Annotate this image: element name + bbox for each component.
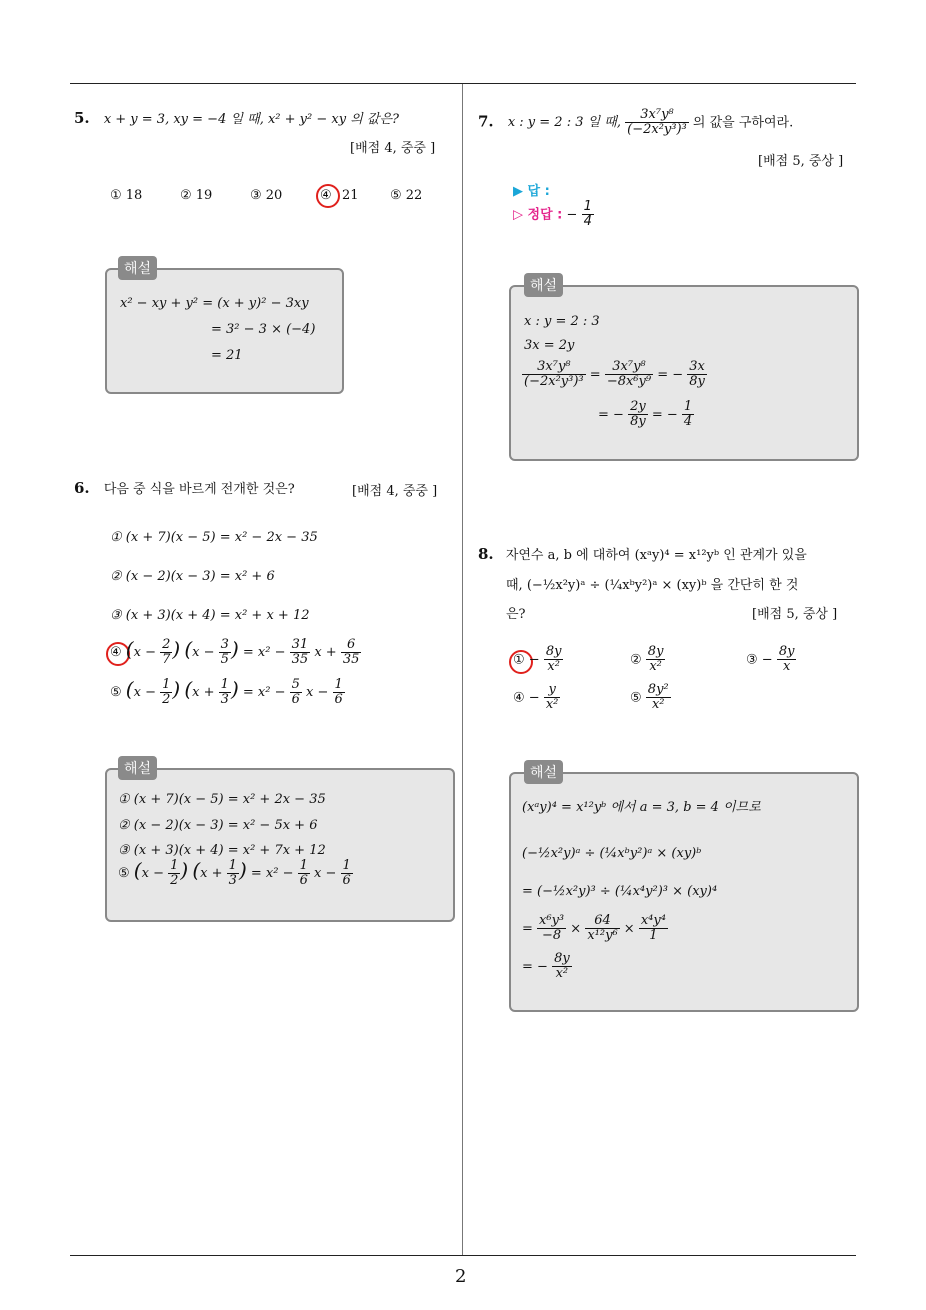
- numerator: x⁶y³: [539, 913, 565, 928]
- numerator: 64: [585, 914, 619, 929]
- q6-option-2[interactable]: ② (x − 2)(x − 3) = x² + 6: [110, 569, 275, 584]
- question-line-1: 자연수 a, b 에 대하여 (xᵃy)⁴ = x¹²yᵇ 인 관계가 있을: [505, 548, 807, 563]
- q5-solution-line-3: = 21: [211, 348, 243, 363]
- numerator: 2y: [630, 399, 646, 414]
- question-8-line-3: 은?: [506, 607, 526, 622]
- q5-option-2[interactable]: ② 19: [180, 188, 213, 203]
- q7-solution-line-3: [522, 360, 707, 390]
- option-label: ⑤: [110, 685, 122, 700]
- denominator: (−2x²y³)³: [524, 374, 584, 390]
- denominator: x²: [649, 659, 662, 675]
- q6-option-4[interactable]: ④ (x − $\frac{2}{7}$ ) (x − $\frac{3}{5}$ ) = x² − $\frac{31}{35}$ x + $\frac{6}{35}$: [110, 636, 360, 667]
- question-text: 다음 중 식을 바르게 전개한 것은?: [103, 482, 295, 497]
- numerator: 1: [683, 399, 693, 414]
- equals: =: [589, 367, 601, 383]
- q5-option-5[interactable]: ⑤ 22: [390, 188, 423, 203]
- correct-answer-row: [513, 200, 594, 230]
- question-7: [478, 108, 793, 138]
- question-fraction: [625, 108, 689, 138]
- correct-sign: −: [566, 207, 578, 223]
- q6-option-1[interactable]: ① (x + 7)(x − 5) = x² − 2x − 35: [110, 530, 318, 545]
- question-text-a: x : y = 2 : 3 일 때,: [507, 115, 621, 131]
- numerator: 3x⁷y⁸: [605, 360, 653, 375]
- expr: x +: [192, 685, 215, 700]
- numerator: 3: [220, 636, 229, 652]
- option-label: ④: [110, 645, 122, 660]
- bottom-rule: [70, 1255, 856, 1256]
- q6-solution-line-2: ② (x − 2)(x − 3) = x² − 5x + 6: [118, 818, 318, 833]
- q6-option-5[interactable]: ⑤ (x − $\frac{1}{2}$ ) (x + $\frac{1}{3}$ ) = x² − $\frac{5}{6}$ x − $\frac{1}{6}$: [110, 676, 343, 707]
- column-divider: [462, 84, 463, 1256]
- question-number: 7.: [478, 112, 494, 131]
- expr: x −: [133, 645, 156, 660]
- q7-solution-line-1: x : y = 2 : 3: [524, 314, 600, 329]
- denominator: 7: [162, 652, 171, 667]
- q8-solution-line-2: (−½x²y)ᵃ ÷ (¼xᵇy²)ᵃ × (xy)ᵇ: [522, 846, 702, 861]
- q7-solution-line-4: [598, 400, 694, 430]
- equals: = −: [657, 367, 684, 383]
- numerator: 1: [583, 199, 592, 214]
- q5-option-4[interactable]: ④: [320, 188, 332, 203]
- expr: x −: [306, 685, 329, 700]
- denominator: (−2x²y³)³: [627, 122, 687, 138]
- numerator: 5: [291, 676, 300, 692]
- question-6: [74, 478, 295, 497]
- option-label: ⑤: [630, 690, 642, 706]
- q5-solution-tag: 해설: [118, 256, 157, 280]
- page-number: 2: [455, 1266, 467, 1287]
- option-label: ④: [513, 690, 525, 706]
- numerator: 1: [228, 857, 237, 873]
- denominator: x²: [547, 659, 560, 675]
- q7-solution-line-2: 3x = 2y: [524, 338, 575, 353]
- expr: x −: [192, 645, 215, 660]
- equals: = −: [651, 407, 678, 423]
- expr: x −: [314, 866, 337, 881]
- numerator: 8y: [647, 644, 664, 659]
- correct-fraction: [582, 200, 594, 230]
- numerator: 3x⁷y⁸: [625, 108, 689, 123]
- q5-option-1[interactable]: ① 18: [110, 188, 143, 203]
- question-number: 5.: [74, 109, 90, 127]
- expr: x +: [314, 645, 337, 660]
- q6-solution-line-3: ③ (x + 3)(x + 4) = x² + 7x + 12: [118, 843, 326, 858]
- question-5: [74, 108, 459, 127]
- q8-solution-tag: 해설: [524, 760, 563, 784]
- numerator: y: [544, 683, 561, 698]
- question-8-points: [배점 5, 중상 ]: [752, 607, 838, 622]
- q8-option-2[interactable]: [630, 645, 665, 675]
- numerator: 8y²: [647, 682, 669, 697]
- denominator: 8y: [689, 374, 705, 390]
- denominator: x: [782, 659, 791, 675]
- denominator: −8x⁶y⁹: [606, 374, 652, 390]
- denominator: 1: [649, 928, 658, 944]
- expr: = x² −: [242, 685, 286, 700]
- expr: x +: [200, 866, 223, 881]
- denominator: 35: [342, 652, 360, 667]
- question-8: [478, 544, 858, 563]
- q6-solution-tag: 해설: [118, 756, 157, 780]
- question-6-points: [배점 4, 중중 ]: [352, 484, 438, 499]
- numerator: 8y: [545, 644, 562, 659]
- denominator: x¹²y⁶: [587, 928, 618, 944]
- q8-option-1[interactable]: [513, 645, 563, 675]
- sign: −: [528, 652, 540, 668]
- times: ×: [623, 921, 635, 937]
- times: ×: [570, 921, 582, 937]
- q8-solution-line-4: [522, 914, 668, 944]
- q8-solution-line-3: = (−½x²y)³ ÷ (¼x⁴y²)³ × (xy)⁴: [522, 884, 718, 899]
- numerator: 1: [299, 857, 308, 873]
- q8-solution-line-5: [522, 952, 572, 982]
- numerator: 6: [341, 638, 362, 653]
- top-rule: [70, 83, 856, 84]
- numerator: x⁴y⁴: [640, 913, 666, 928]
- numerator: 1: [342, 857, 351, 873]
- denominator: 3: [220, 692, 229, 707]
- q5-solution-line-2: = 3² − 3 × (−4): [211, 322, 316, 337]
- numerator: 31: [291, 636, 309, 652]
- q7-solution-tag: 해설: [524, 273, 563, 297]
- question-5-points: [배점 4, 중중 ]: [350, 141, 436, 156]
- q5-option-3[interactable]: ③ 20: [250, 188, 283, 203]
- denominator: x²: [651, 697, 665, 713]
- equals: =: [522, 921, 533, 937]
- option-label: ②: [630, 652, 642, 668]
- q8-option-4[interactable]: [513, 683, 560, 713]
- expr: = x² −: [250, 866, 294, 881]
- denominator: 6: [291, 692, 300, 707]
- numerator: 1: [220, 676, 229, 692]
- equals: = −: [598, 407, 624, 423]
- numerator: 1: [162, 676, 171, 692]
- q6-solution-line-5: ⑤ (x − $\frac{1}{2}$ ) (x + $\frac{1}{3}$ ) = x² − $\frac{1}{6}$ x − $\frac{1}{6}$: [118, 857, 351, 888]
- option-label: ③: [746, 652, 758, 668]
- denominator: 4: [683, 414, 693, 430]
- numerator: 8y: [554, 951, 570, 966]
- question-text: x + y = 3, xy = −4 일 때, x² + y² − xy 의 값은?: [103, 112, 399, 127]
- numerator: 3x⁷y⁸: [522, 360, 586, 375]
- q6-option-3[interactable]: ③ (x + 3)(x + 4) = x² + x + 12: [110, 608, 310, 623]
- denominator: −8: [542, 928, 562, 944]
- expr: x −: [141, 866, 164, 881]
- q8-option-3[interactable]: [746, 645, 796, 675]
- denominator: 3: [228, 873, 237, 888]
- correct-label: ▷ 정답 :: [513, 207, 563, 223]
- sign: −: [761, 652, 773, 668]
- denominator: 5: [220, 652, 229, 667]
- equals: = −: [522, 959, 548, 975]
- q8-solution-line-1: (xᵃy)⁴ = x¹²yᵇ 에서 a = 3, b = 4 이므로: [522, 800, 761, 815]
- sign: −: [528, 690, 540, 706]
- q5-option-4-value: 21: [342, 188, 359, 203]
- question-number: 6.: [74, 479, 90, 497]
- answer-label: ▶ 답 :: [513, 184, 550, 199]
- denominator: x²: [555, 966, 569, 982]
- denominator: 2: [162, 692, 171, 707]
- expr: = x² −: [242, 645, 286, 660]
- q5-solution-line-1: x² − xy + y² = (x + y)² − 3xy: [120, 296, 309, 311]
- denominator: 6: [299, 873, 308, 888]
- question-7-points: [배점 5, 중상 ]: [758, 154, 844, 169]
- denominator: 4: [583, 214, 592, 230]
- numerator: 1: [170, 857, 179, 873]
- denominator: 35: [291, 652, 309, 667]
- denominator: 6: [334, 692, 343, 707]
- option-label: ①: [513, 652, 525, 668]
- numerator: 1: [334, 676, 343, 692]
- q8-option-5[interactable]: [630, 683, 671, 713]
- numerator: 2: [162, 636, 171, 652]
- numerator: 3x: [687, 360, 707, 375]
- question-text-b: 의 값을 구하여라.: [692, 115, 794, 131]
- label: ⑤: [118, 866, 130, 881]
- denominator: 6: [342, 873, 351, 888]
- denominator: 2: [170, 873, 179, 888]
- denominator: x²: [545, 697, 559, 713]
- question-8-line-2: 때, (−½x²y)ᵃ ÷ (¼xᵇy²)ᵃ × (xy)ᵇ 을 간단히 한 것: [506, 578, 799, 593]
- question-number: 8.: [478, 545, 494, 563]
- numerator: 8y: [778, 644, 795, 659]
- denominator: 8y: [630, 414, 646, 430]
- q6-solution-line-1: ① (x + 7)(x − 5) = x² + 2x − 35: [118, 792, 326, 807]
- expr: x −: [133, 685, 156, 700]
